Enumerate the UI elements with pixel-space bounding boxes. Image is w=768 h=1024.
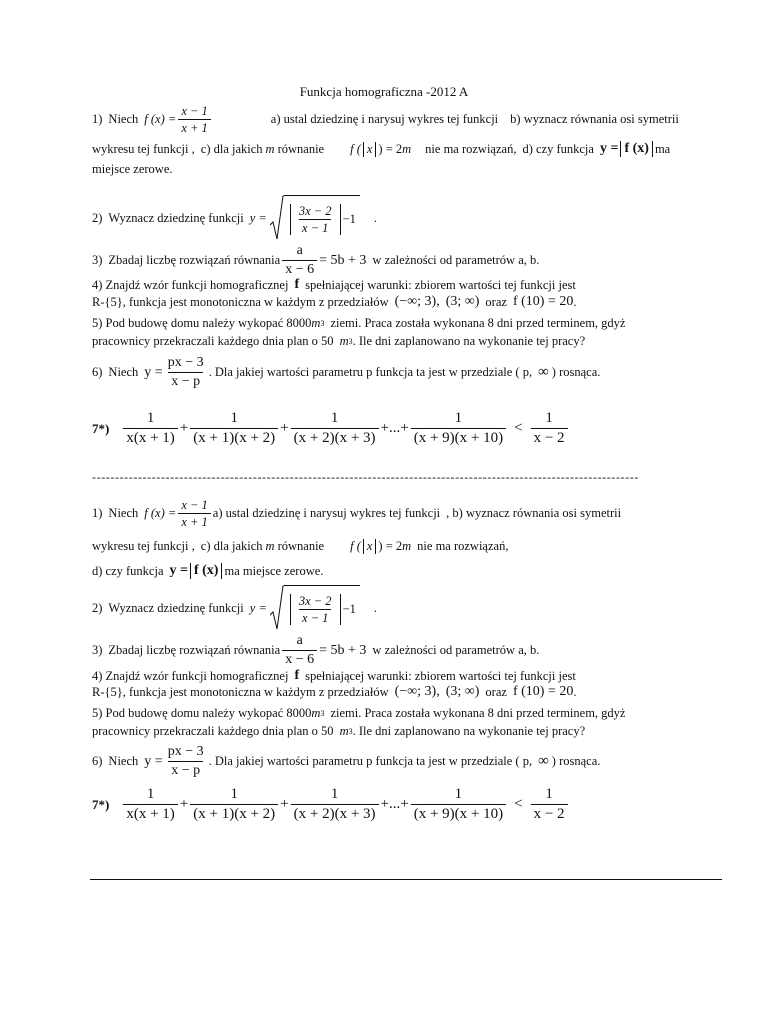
problem-7 <box>92 410 570 448</box>
text: R-{5}, funkcja jest monotoniczna w każdym z przedziałów <box>92 294 389 309</box>
problem-3 <box>92 243 539 278</box>
equation-y: y = <box>599 141 619 156</box>
text: nie ma rozwiązań, <box>425 141 517 156</box>
problem-number: 2) <box>92 600 103 615</box>
var-m: m <box>402 539 412 553</box>
part-b-text: , b) wyznacz równania osi symetrii <box>446 506 622 521</box>
fraction-3: $\frac{1}{(x + 2)(x + 3)}$ <box>291 786 379 824</box>
text: . Dla jakiej wartości parametru p funkcja ta jest w przedziale ( p, <box>208 365 533 380</box>
exponent: 3 <box>348 337 353 346</box>
text: spełniającej warunki: zbiorem wartości tej funkcji jest <box>305 668 576 683</box>
fraction: $\frac{a}{x - 6}$ <box>282 633 317 668</box>
text: . <box>373 600 377 615</box>
problem-3b <box>92 633 539 668</box>
equation-y: y = <box>144 753 163 769</box>
text: ma <box>654 141 671 156</box>
problem-7b <box>92 786 570 824</box>
problem-number: 1) <box>92 112 103 127</box>
problem-4b-line-2 <box>92 684 576 700</box>
var-m: m <box>265 539 275 553</box>
exponent: 3 <box>320 709 325 718</box>
text: 4) Znajdź wzór funkcji homograficznej <box>92 277 289 292</box>
text: ziemi. Praca została wykonana 8 dni przed terminem, gdyż <box>330 316 626 330</box>
fraction-5: $\frac{1}{x - 2}$ <box>531 410 568 448</box>
text: 5) Pod budowę domu należy wykopać 8000 <box>92 706 312 720</box>
problem-1b-line-3 <box>92 563 323 579</box>
interval: (−∞; 3), <box>394 294 440 309</box>
problem-5-line-2 <box>92 334 585 349</box>
fraction: $\frac{x - 1}{x + 1}$ <box>178 104 210 136</box>
text: 5) Pod budowę domu należy wykopać 8000 <box>92 316 312 330</box>
text: oraz <box>485 294 507 309</box>
exponent: 3 <box>348 727 353 736</box>
problem-number: 2) <box>92 210 103 225</box>
fraction-1: $\frac{1}{x(x + 1)}$ <box>123 410 177 448</box>
var-m: m <box>265 141 275 156</box>
abs-x: x <box>363 539 377 554</box>
text: Wyznacz dziedzinę funkcji <box>108 600 244 615</box>
interval: (3; ∞) <box>445 684 480 699</box>
problem-4-line-1 <box>92 277 576 293</box>
text: d) czy funkcja <box>522 141 594 156</box>
equation-y: y = <box>169 563 188 578</box>
problem-number: 3) <box>92 643 103 658</box>
problem-1-line-1 <box>92 104 679 136</box>
square-root: $\frac{3x - 2}{x - 1}$ −1 <box>270 195 360 241</box>
fraction-1: $\frac{1}{x(x + 1)}$ <box>123 786 177 824</box>
problem-1b-line-2 <box>92 539 508 554</box>
fraction-5: $\frac{1}{x - 2}$ <box>531 786 568 824</box>
function-lhs: f (x) = <box>144 112 177 127</box>
problem-number: 6) <box>92 754 103 769</box>
problem-2b <box>92 585 377 631</box>
unit-m: m <box>311 316 321 330</box>
plus-sign: + <box>280 796 289 813</box>
problem-5b-line-2 <box>92 724 585 739</box>
problem-6b <box>92 744 600 779</box>
text: w zależności od parametrów a, b. <box>372 253 540 268</box>
condition: f (10) = 20 <box>512 684 574 699</box>
unit-m: m <box>339 334 349 348</box>
interval: (−∞; 3), <box>394 684 440 699</box>
text: ) rosnąca. <box>551 754 601 769</box>
problem-number: 3) <box>92 253 103 268</box>
problem-number: 7*) <box>92 796 110 812</box>
text: w zależności od parametrów a, b. <box>372 643 540 658</box>
text: ma miejsce zerowe. <box>224 563 324 578</box>
text: . <box>573 684 577 699</box>
unit-m: m <box>339 724 349 738</box>
var-f: f <box>294 277 300 292</box>
problem-5-line-1 <box>92 316 625 331</box>
text: wykresu tej funkcji , <box>92 539 195 553</box>
fraction: $\frac{x - 1}{x + 1}$ <box>178 498 210 530</box>
text: równanie <box>277 539 325 553</box>
text: 4) Znajdź wzór funkcji homograficznej <box>92 668 289 683</box>
equation-rhs: = 5b + 3 <box>319 252 367 268</box>
equation-f: f ( <box>350 539 361 553</box>
separator-dashes: ----------------------------------------------------------------------------------------------------------------------- <box>92 470 639 484</box>
ellipsis-sum: +...+ <box>380 796 409 813</box>
equation-rhs: = 5b + 3 <box>319 642 367 658</box>
problem-2 <box>92 195 377 241</box>
page-title: Funkcja homograficzna -2012 A <box>299 84 469 99</box>
fraction: $\frac{px - 3}{x - p}$ <box>167 355 204 390</box>
text: Niech <box>108 112 139 127</box>
infinity-symbol: ∞ <box>538 753 549 770</box>
text: wykresu tej funkcji , <box>92 141 195 156</box>
text: . <box>573 294 577 309</box>
problem-number: 6) <box>92 365 103 380</box>
text: . Dla jakiej wartości parametru p funkcja ta jest w przedziale ( p, <box>208 754 533 769</box>
problem-1-line-2 <box>92 141 670 157</box>
problem-number: 1) <box>92 506 103 521</box>
less-than-sign: < <box>514 796 523 813</box>
equation-y: y = <box>249 600 267 615</box>
text: miejsce zerowe. <box>92 162 173 176</box>
text: ziemi. Praca została wykonana 8 dni przed terminem, gdyż <box>330 706 626 720</box>
fraction-2: $\frac{1}{(x + 1)(x + 2)}$ <box>190 410 278 448</box>
text: pracownicy przekraczali każdego dnia plan o 50 <box>92 724 334 738</box>
text: d) czy funkcja <box>92 563 164 578</box>
text: Niech <box>108 754 139 769</box>
exponent: 3 <box>320 319 325 328</box>
plus-sign: + <box>179 420 189 437</box>
equation-rhs: ) = 2 <box>378 539 403 553</box>
equation-y: y = <box>144 364 163 380</box>
fraction: $\frac{px - 3}{x - p}$ <box>167 744 204 779</box>
text: nie ma rozwiązań, <box>417 539 509 553</box>
equation-rhs: ) = 2 <box>378 141 403 156</box>
text: równanie <box>277 141 325 156</box>
var-m: m <box>402 141 412 156</box>
text: pracownicy przekraczali każdego dnia plan o 50 <box>92 334 334 348</box>
text: Niech <box>108 365 139 380</box>
ellipsis-sum: +...+ <box>380 420 409 437</box>
abs-x: x <box>363 142 377 157</box>
less-than-sign: < <box>514 420 523 437</box>
equation-y: y = <box>249 210 267 225</box>
unit-m: m <box>311 706 321 720</box>
fraction-3: $\frac{1}{(x + 2)(x + 3)}$ <box>291 410 379 448</box>
text: oraz <box>485 684 507 699</box>
text: Wyznacz dziedzinę funkcji <box>108 210 244 225</box>
plus-sign: + <box>179 796 189 813</box>
text: Zbadaj liczbę rozwiązań równania <box>108 643 281 658</box>
fraction-4: $\frac{1}{(x + 9)(x + 10)}$ <box>411 410 506 448</box>
plus-sign: + <box>280 420 289 437</box>
equation-f: f ( <box>350 141 361 156</box>
problem-6 <box>92 355 600 390</box>
problem-1b-line-1 <box>92 498 621 530</box>
part-a-text: a) ustal dziedzinę i narysuj wykres tej funkcji <box>270 112 499 127</box>
condition: f (10) = 20 <box>512 294 574 309</box>
text: . <box>373 210 377 225</box>
abs-fx: f (x) <box>620 141 653 157</box>
interval: (3; ∞) <box>445 294 480 309</box>
text: ) rosnąca. <box>551 365 601 380</box>
text: R-{5}, funkcja jest monotoniczna w każdym z przedziałów <box>92 684 389 699</box>
text: . Ile dni zaplanowano na wykonanie tej pracy? <box>352 724 586 738</box>
function-lhs: f (x) = <box>144 506 177 521</box>
text: Niech <box>108 506 139 521</box>
var-f: f <box>294 668 300 683</box>
abs-fx: f (x) <box>190 563 223 579</box>
fraction-2: $\frac{1}{(x + 1)(x + 2)}$ <box>190 786 278 824</box>
text: c) dla jakich <box>200 539 263 553</box>
text: Zbadaj liczbę rozwiązań równania <box>108 253 281 268</box>
text: c) dla jakich <box>200 141 263 156</box>
part-b-text: b) wyznacz równania osi symetrii <box>510 112 679 127</box>
problem-1-line-3 <box>92 162 173 177</box>
infinity-symbol: ∞ <box>538 364 549 381</box>
problem-4b-line-1 <box>92 668 576 684</box>
text: . Ile dni zaplanowano na wykonanie tej pracy? <box>352 334 586 348</box>
problem-number: 7*) <box>92 420 110 436</box>
fraction-4: $\frac{1}{(x + 9)(x + 10)}$ <box>411 786 506 824</box>
square-root: $\frac{3x - 2}{x - 1}$ −1 <box>270 585 360 631</box>
part-a-text: a) ustal dziedzinę i narysuj wykres tej funkcji <box>212 506 441 521</box>
bottom-rule <box>90 879 722 880</box>
problem-5b-line-1 <box>92 706 625 721</box>
text: spełniającej warunki: zbiorem wartości tej funkcji jest <box>305 277 576 292</box>
problem-4-line-2 <box>92 294 576 310</box>
fraction: $\frac{a}{x - 6}$ <box>282 243 317 278</box>
